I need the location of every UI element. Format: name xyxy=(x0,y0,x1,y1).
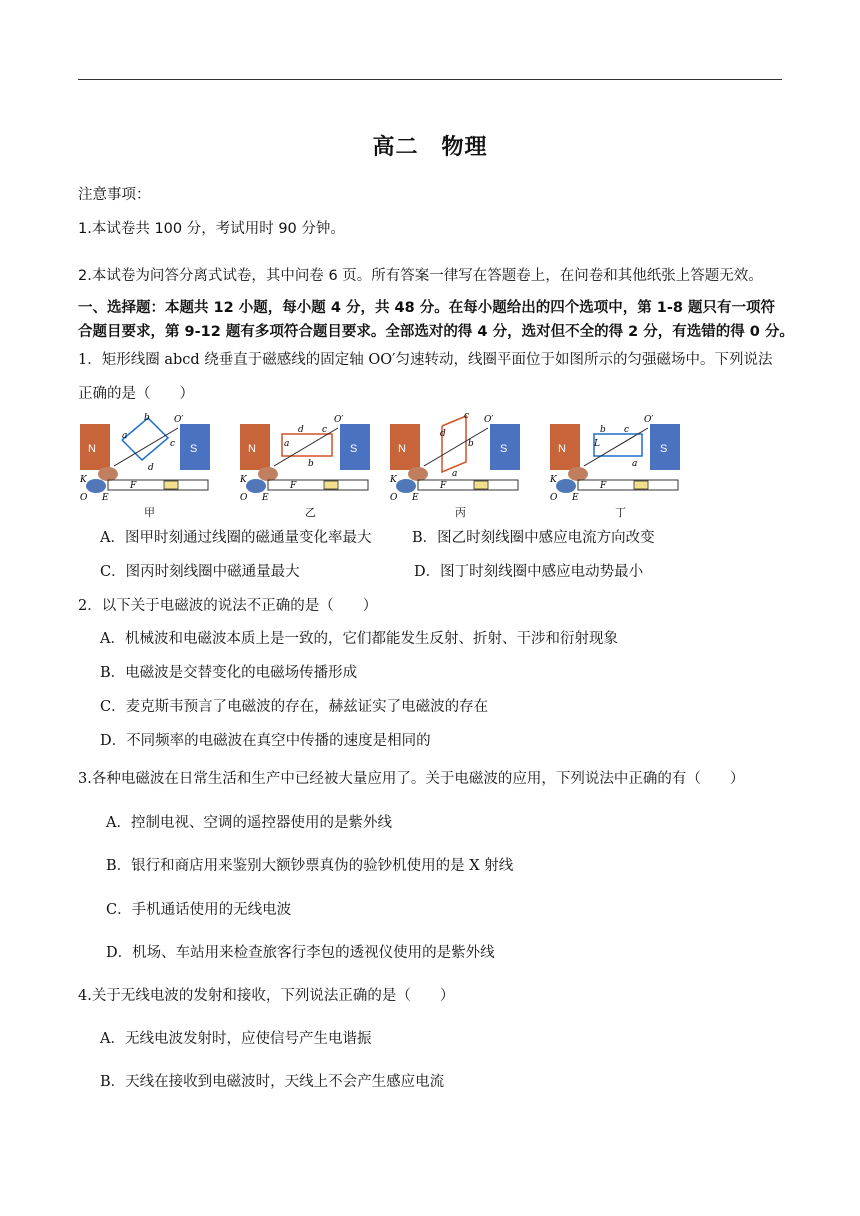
coil xyxy=(122,418,168,460)
q4-stem: 4.关于无线电波的发射和接收，下列说法正确的是（ ） xyxy=(78,988,455,1004)
q4-option-b: B．天线在接收到电磁波时，天线上不会产生感应电流 xyxy=(100,1074,445,1090)
label-n: N xyxy=(558,443,566,455)
label-e: E xyxy=(262,493,269,502)
slip-ring xyxy=(98,467,118,481)
header-rule xyxy=(78,79,782,80)
coil xyxy=(282,434,332,456)
section-instructions-line2: 合题目要求，第 9-12 题有多项符合题目要求。全部选对的得 4 分，选对但不全的得 2 分，有选错的得 0 分。 xyxy=(78,324,794,340)
q2-stem: 2．以下关于电磁波的说法不正确的是（ ） xyxy=(78,598,378,614)
label-n: N xyxy=(248,443,256,455)
coil xyxy=(594,434,642,456)
q1-stem-line2: 正确的是（ ） xyxy=(78,386,194,402)
label-l: L xyxy=(594,439,600,449)
q2-option-a: A．机械波和电磁波本质上是一致的，它们都能发生反射、折射、干涉和衍射现象 xyxy=(100,631,618,647)
figure-generator-bing xyxy=(388,410,528,502)
caption-yi: 乙 xyxy=(305,506,316,519)
label-f: F xyxy=(290,481,297,491)
label-o-prime: O′ xyxy=(484,415,494,425)
section-instructions-line1: 一、选择题：本题共 12 小题，每小题 4 分，共 48 分。在每小题给出的四个选项中，第 1-8 题只有一项符 xyxy=(78,300,776,316)
q2-option-b: B．电磁波是交替变化的电磁场传播形成 xyxy=(100,665,358,681)
label-a: a xyxy=(632,459,638,469)
label-o-prime: O′ xyxy=(174,415,184,425)
caption-jia: 甲 xyxy=(144,506,155,519)
brush xyxy=(246,479,266,493)
external-circuit xyxy=(418,480,518,490)
q1-stem-line1: 1．矩形线圈 abcd 绕垂直于磁感线的固定轴 OO′匀速转动，线圈平面位于如图所示的匀强磁场中。下列说法 xyxy=(78,352,773,368)
q3-option-d: D．机场、车站用来检查旅客行李包的透视仪使用的是紫外线 xyxy=(106,945,495,961)
brush xyxy=(86,479,106,493)
label-a: a xyxy=(284,439,290,449)
label-o-prime: O′ xyxy=(644,415,654,425)
label-b: b xyxy=(468,439,474,449)
label-d: d xyxy=(298,425,304,435)
label-a: a xyxy=(452,469,458,479)
figure-generator-yi xyxy=(238,410,378,502)
figure-generator-jia xyxy=(78,410,218,502)
q1-option-b: B．图乙时刻线圈中感应电流方向改变 xyxy=(412,530,655,546)
label-s: S xyxy=(190,443,198,455)
external-circuit xyxy=(108,480,208,490)
brush xyxy=(556,479,576,493)
label-k: K xyxy=(80,475,87,485)
label-o: O xyxy=(240,493,248,502)
label-n: N xyxy=(398,443,406,455)
label-f: F xyxy=(440,481,447,491)
slip-ring xyxy=(408,467,428,481)
q1-option-d: D．图丁时刻线圈中感应电动势最小 xyxy=(414,564,644,580)
external-circuit xyxy=(268,480,368,490)
resistor xyxy=(324,481,338,489)
label-f: F xyxy=(600,481,607,491)
label-n: N xyxy=(88,443,96,455)
resistor xyxy=(164,481,178,489)
label-s: S xyxy=(350,443,358,455)
q3-option-c: C．手机通话使用的无线电波 xyxy=(106,902,292,918)
label-f: F xyxy=(130,481,137,491)
label-c: c xyxy=(322,425,328,435)
q1-option-a: A．图甲时刻通过线圈的磁通量变化率最大 xyxy=(100,530,372,546)
label-s: S xyxy=(500,443,508,455)
q1-option-c: C．图丙时刻线圈中磁通量最大 xyxy=(100,564,300,580)
notice-heading: 注意事项： xyxy=(78,187,151,203)
label-d: d xyxy=(440,429,446,439)
label-d: d xyxy=(148,463,154,473)
label-e: E xyxy=(412,493,419,502)
q2-option-c: C．麦克斯韦预言了电磁波的存在，赫兹证实了电磁波的存在 xyxy=(100,699,489,715)
caption-ding: 丁 xyxy=(615,506,626,519)
q3-option-a: A．控制电视、空调的遥控器使用的是紫外线 xyxy=(106,815,392,831)
label-o: O xyxy=(550,493,558,502)
label-o: O xyxy=(80,493,88,502)
label-s: S xyxy=(660,443,668,455)
notice-item-1: 1.本试卷共 100 分，考试用时 90 分钟。 xyxy=(78,221,345,237)
q3-option-b: B．银行和商店用来鉴别大额钞票真伪的验钞机使用的是 X 射线 xyxy=(106,858,514,874)
label-b: b xyxy=(600,425,606,435)
axis-oo xyxy=(424,428,488,466)
figure-generator-ding xyxy=(548,410,688,502)
q4-option-a: A．无线电波发射时，应使信号产生电谐振 xyxy=(100,1031,372,1047)
coil xyxy=(442,416,466,472)
notice-item-2: 2.本试卷为问答分离式试卷，其中问卷 6 页。所有答案一律写在答题卷上，在问卷和其他纸张上答题无效。 xyxy=(78,268,763,284)
slip-ring xyxy=(568,467,588,481)
label-c: c xyxy=(624,425,630,435)
label-k: K xyxy=(550,475,557,485)
label-k: K xyxy=(390,475,397,485)
caption-bing: 丙 xyxy=(455,506,466,519)
label-k: K xyxy=(240,475,247,485)
page-title: 高二 物理 xyxy=(372,134,488,160)
label-c: c xyxy=(464,411,470,421)
resistor xyxy=(634,481,648,489)
label-b: b xyxy=(144,413,150,423)
label-a: a xyxy=(122,431,128,441)
label-e: E xyxy=(102,493,109,502)
label-e: E xyxy=(572,493,579,502)
label-o: O xyxy=(390,493,398,502)
q2-option-d: D．不同频率的电磁波在真空中传播的速度是相同的 xyxy=(100,733,431,749)
resistor xyxy=(474,481,488,489)
q3-stem: 3.各种电磁波在日常生活和生产中已经被大量应用了。关于电磁波的应用，下列说法中正确的有（ ） xyxy=(78,771,745,787)
label-b: b xyxy=(308,459,314,469)
external-circuit xyxy=(578,480,678,490)
slip-ring xyxy=(258,467,278,481)
label-o-prime: O′ xyxy=(334,415,344,425)
label-c: c xyxy=(170,439,176,449)
brush xyxy=(396,479,416,493)
